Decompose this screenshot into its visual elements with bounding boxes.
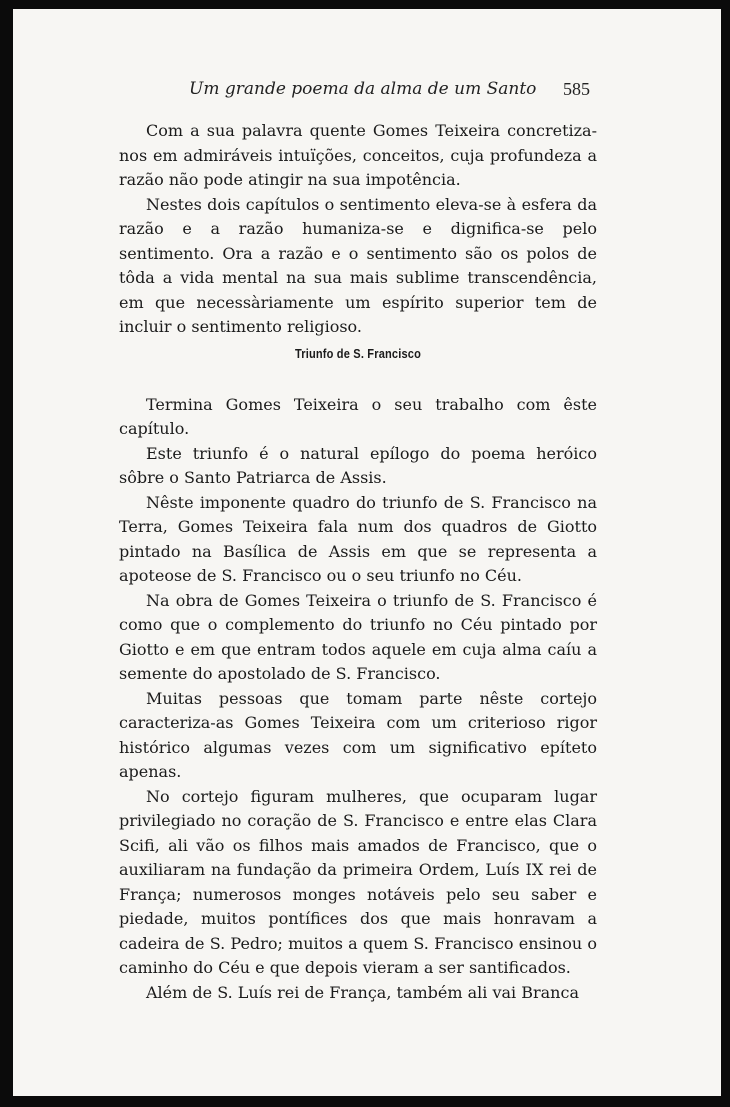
- paragraph: Com a sua palavra quente Gomes Teixeira concretiza-nos em admiráveis intuïções, conceitos, cuja profundeza a razão não pode atingir na sua impotência.: [119, 121, 597, 189]
- paragraph: Nestes dois capítulos o sentimento eleva-se à esfera da razão e a razão humaniza-se e dignifica-se pelo sentimento. Ora a razão e o sentimento são os polos de tôda a vida mental na sua mais sublime transcendência, em que necessàriamente um espírito superior tem de incluir o sentimento religioso.: [119, 194, 597, 336]
- paragraph: Na obra de Gomes Teixeira o triunfo de S. Francisco é como que o complemento do triunfo no Céu pintado por Giotto e em que entram todos aquele em cuja alma caíu a semente do apostolado de S. Francisco.: [119, 590, 597, 683]
- paragraph: Este triunfo é o natural epílogo do poema heróico sôbre o Santo Patriarca de Assis.: [119, 443, 597, 487]
- page-number: 585: [563, 79, 590, 99]
- paragraph: No cortejo figuram mulheres, que ocuparam lugar privilegiado no coração de S. Francisco e entre elas Clara Scifi, ali vão os filhos mais amados de Francisco, que o auxiliaram na fundação da primeira Ordem, Luís IX rei de França; numerosos monges notáveis pelo seu saber e piedade, muitos pontífices dos que mais honravam a cadeira de S. Pedro; muitos a quem S. Francisco ensinou o caminho do Céu e que depois vieram a ser santificados.: [119, 786, 597, 977]
- paragraph: Termina Gomes Teixeira o seu trabalho com êste capítulo.: [119, 394, 597, 438]
- running-title: Um grande poema da alma de um Santo: [189, 79, 537, 99]
- paragraph: Nêste imponente quadro do triunfo de S. Francisco na Terra, Gomes Teixeira fala num dos quadros de Giotto pintado na Basílica de Assis em que se representa a apoteose de S. Francisco ou o seu triunfo no Céu.: [119, 492, 597, 585]
- paragraph: Além de S. Luís rei de França, também ali vai Branca: [146, 982, 579, 1002]
- section-heading: Triunfo de S. Francisco: [294, 345, 422, 361]
- page-header: [13, 79, 721, 109]
- body-text: [119, 119, 597, 1005]
- book-page: [13, 9, 721, 1096]
- paragraph: Muitas pessoas que tomam parte nêste cortejo caracteriza-as Gomes Teixeira com um criterioso rigor histórico algumas vezes com um significativo epíteto apenas.: [119, 688, 597, 781]
